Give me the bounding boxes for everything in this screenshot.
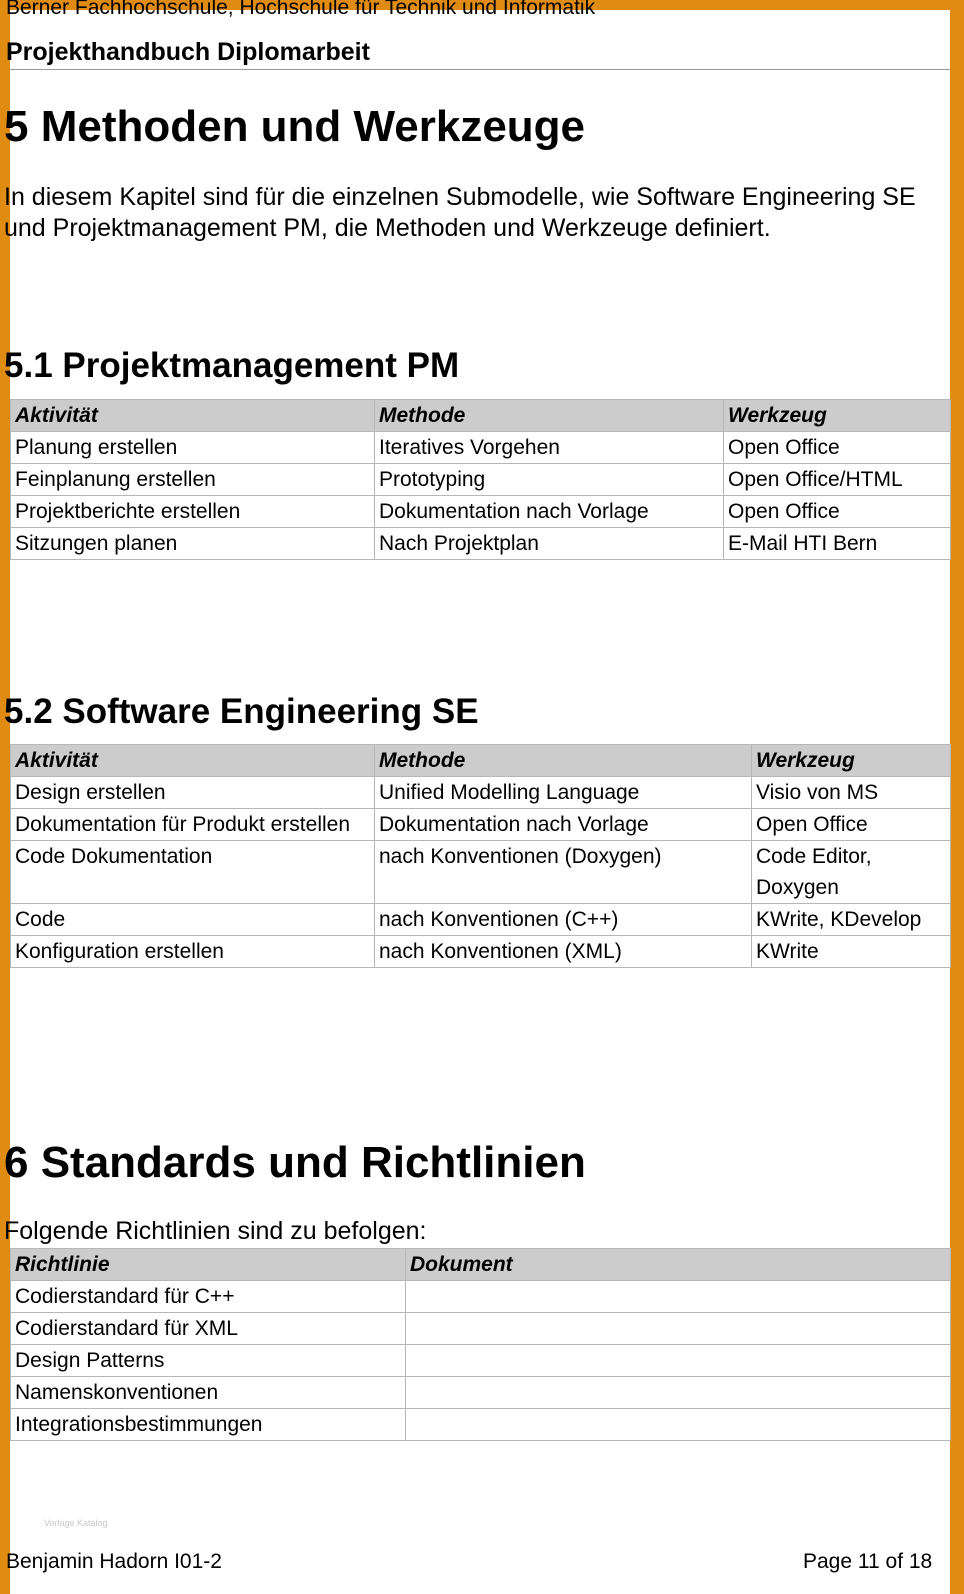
footer-page-number: Page 11 of 18 bbox=[803, 1550, 933, 1573]
table-cell: KWrite, KDevelop bbox=[752, 904, 951, 936]
table-cell: Feinplanung erstellen bbox=[11, 464, 375, 496]
table-cell: Code Dokumentation bbox=[11, 841, 375, 904]
table-row bbox=[11, 1345, 951, 1377]
table-cell: Dokumentation nach Vorlage bbox=[375, 496, 724, 528]
table-cell: nach Konventionen (XML) bbox=[375, 936, 752, 968]
table-cell: nach Konventionen (Doxygen) bbox=[375, 841, 752, 904]
table-cell: E-Mail HTI Bern bbox=[724, 528, 951, 560]
table-cell: Unified Modelling Language bbox=[375, 777, 752, 809]
section-5-2-heading: 5.2 Software Engineering SE bbox=[4, 692, 479, 731]
table-cell: Konfiguration erstellen bbox=[11, 936, 375, 968]
watermark-text: Vorlage Katalog bbox=[44, 1518, 108, 1528]
table-row bbox=[11, 1313, 951, 1345]
table-header-row bbox=[11, 1249, 951, 1281]
table-cell bbox=[406, 1345, 951, 1377]
chapter-6-intro: Folgende Richtlinien sind zu befolgen: bbox=[4, 1217, 427, 1245]
table-row bbox=[11, 1409, 951, 1441]
header-school-name: Berner Fachhochschule, Hochschule für Technik und Informatik bbox=[6, 0, 596, 19]
table-row bbox=[11, 904, 951, 936]
table-row bbox=[11, 464, 951, 496]
table-cell: Dokumentation für Produkt erstellen bbox=[11, 809, 375, 841]
column-header: Werkzeug bbox=[752, 745, 951, 777]
footer-author: Benjamin Hadorn I01-2 bbox=[6, 1550, 222, 1573]
header-divider bbox=[10, 69, 950, 70]
table-cell: Code bbox=[11, 904, 375, 936]
chapter-6-heading: 6 Standards und Richtlinien bbox=[4, 1138, 586, 1187]
column-header: Aktivität bbox=[11, 745, 375, 777]
table-cell: Visio von MS bbox=[752, 777, 951, 809]
column-header: Richtlinie bbox=[11, 1249, 406, 1281]
table-row bbox=[11, 432, 951, 464]
table-cell: Sitzungen planen bbox=[11, 528, 375, 560]
table-row bbox=[11, 936, 951, 968]
table-cell: Open Office/HTML bbox=[724, 464, 951, 496]
chapter-5-intro: In diesem Kapitel sind für die einzelnen Submodelle, wie Software Engineering SE und Projektmanagement PM, die Methoden und Werkzeuge definiert. bbox=[4, 183, 916, 242]
table-row bbox=[11, 1377, 951, 1409]
document-page bbox=[4, 0, 950, 1594]
table-cell: Open Office bbox=[724, 432, 951, 464]
column-header: Dokument bbox=[406, 1249, 951, 1281]
column-header: Aktivität bbox=[11, 400, 375, 432]
pm-methods-table bbox=[10, 399, 951, 560]
table-cell: Integrationsbestimmungen bbox=[11, 1409, 406, 1441]
table-cell: Projektberichte erstellen bbox=[11, 496, 375, 528]
table-cell: Design erstellen bbox=[11, 777, 375, 809]
table-row bbox=[11, 496, 951, 528]
table-row bbox=[11, 1281, 951, 1313]
chapter-5-heading: 5 Methoden und Werkzeuge bbox=[4, 102, 586, 151]
table-cell: nach Konventionen (C++) bbox=[375, 904, 752, 936]
table-row bbox=[11, 809, 951, 841]
guidelines-table bbox=[10, 1248, 951, 1441]
table-header-row bbox=[11, 400, 951, 432]
se-methods-table bbox=[10, 744, 951, 968]
table-cell: Open Office bbox=[724, 496, 951, 528]
table-header-row bbox=[11, 745, 951, 777]
header-document-title: Projekthandbuch Diplomarbeit bbox=[6, 38, 370, 66]
column-header: Werkzeug bbox=[724, 400, 951, 432]
table-cell: Code Editor, Doxygen bbox=[752, 841, 951, 904]
table-cell: Iteratives Vorgehen bbox=[375, 432, 724, 464]
table-cell: Codierstandard für XML bbox=[11, 1313, 406, 1345]
table-cell: KWrite bbox=[752, 936, 951, 968]
table-cell bbox=[406, 1313, 951, 1345]
table-cell: Design Patterns bbox=[11, 1345, 406, 1377]
column-header: Methode bbox=[375, 745, 752, 777]
table-cell: Namenskonventionen bbox=[11, 1377, 406, 1409]
table-cell: Dokumentation nach Vorlage bbox=[375, 809, 752, 841]
table-row bbox=[11, 528, 951, 560]
section-5-1-heading: 5.1 Projektmanagement PM bbox=[4, 346, 460, 385]
table-cell: Open Office bbox=[752, 809, 951, 841]
column-header: Methode bbox=[375, 400, 724, 432]
table-cell: Prototyping bbox=[375, 464, 724, 496]
table-cell bbox=[406, 1281, 951, 1313]
table-cell bbox=[406, 1377, 951, 1409]
table-row bbox=[11, 777, 951, 809]
table-row bbox=[11, 841, 951, 904]
table-cell: Nach Projektplan bbox=[375, 528, 724, 560]
table-cell: Codierstandard für C++ bbox=[11, 1281, 406, 1313]
table-cell bbox=[406, 1409, 951, 1441]
table-cell: Planung erstellen bbox=[11, 432, 375, 464]
